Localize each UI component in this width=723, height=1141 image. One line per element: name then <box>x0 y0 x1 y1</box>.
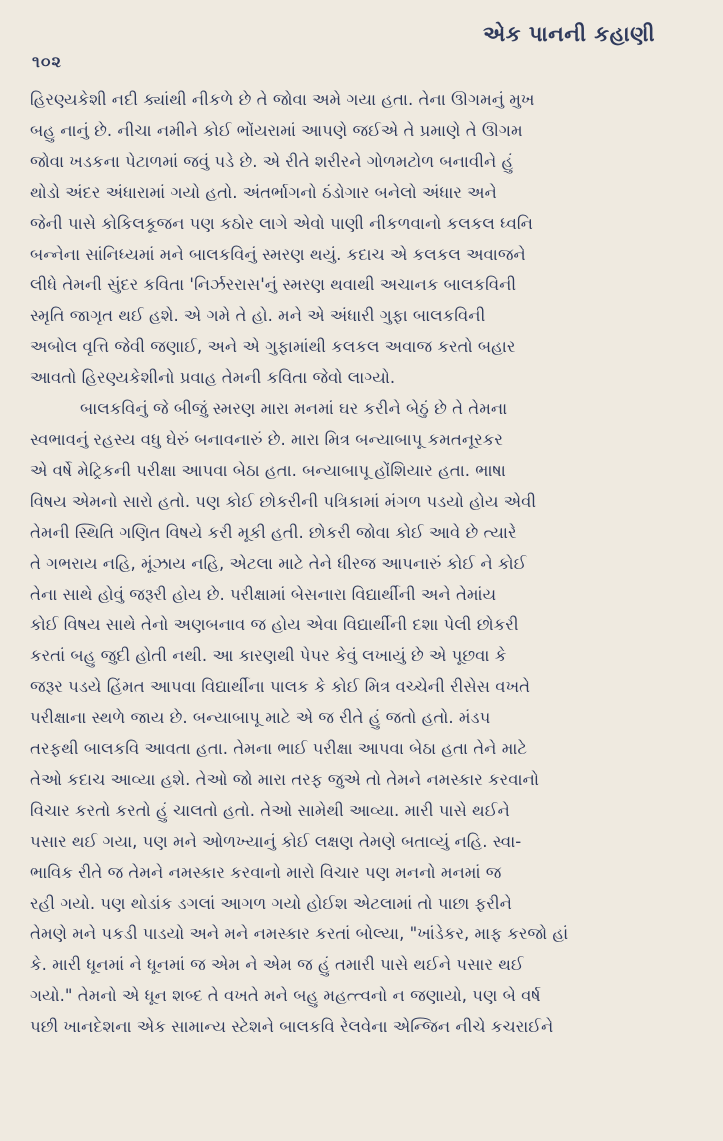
text-line: બન્નેના સાંનિધ્યમાં મને બાલકવિનું સ્મરણ થયું. કદાચ એ કલકલ અવાજને <box>30 244 526 264</box>
text-line: પછી ખાનદેશના એક સામાન્ય સ્ટેશને બાલકવિ રેલવેના એન્જિન નીચે કચરાઈને <box>30 1017 554 1037</box>
text-line: અબોલ વૃત્તિ જેવી જણાઈ, અને એ ગુફામાંથી કલકલ અવાજ કરતો બહાર <box>30 337 516 357</box>
text-line: થોડો અંદર અંધારામાં ગયો હતો. અંતર્ભાગનો ઠંડોગાર બનેલો અંધાર અને <box>30 182 497 202</box>
text-line: કે. મારી ધૂનમાં ને ધૂનમાં જ એમ ને એમ જ હું તમારી પાસે થઈને પસાર થઈ <box>30 955 524 975</box>
text-line: કોઈ વિષય સાથે તેનો અણબનાવ જ હોય એવા વિદ્યાર્થીની દશા પેલી છોકરી <box>30 615 519 635</box>
paragraph-2 <box>30 394 686 1043</box>
text-line: કરતાં બહુ જુદી હોતી નથી. આ કારણથી પેપર કેવું લખાયું છે એ પૂછવા કે <box>30 646 507 666</box>
text-line: ગયો." તેમનો એ ધૂન શબ્દ તે વખતે મને બહુ મહત્ત્વનો ન જણાયો, પણ બે વર્ષ <box>30 986 541 1006</box>
text-line: જેની પાસે કોકિલકૂજન પણ કઠોર લાગે એવો પાણી નીકળવાનો કલકલ ધ્વનિ <box>30 213 533 233</box>
text-line: બાલકવિનું જે બીજું સ્મરણ મારા મનમાં ઘર કરીને બેઠું છે તે તેમના <box>80 399 508 419</box>
text-line: તેના સાથે હોવું જરૂરી હોય છે. પરીક્ષામાં બેસનારા વિદ્યાર્થીની અને તેમાંય <box>30 584 497 604</box>
running-head-title: એક પાનની કહાણી <box>483 22 655 46</box>
page-number: ૧૦૨ <box>32 52 62 71</box>
body-text <box>30 85 686 1043</box>
text-line: તેમની સ્થિતિ ગણિત વિષયે કરી મૂકી હતી. છોકરી જોવા કોઈ આવે છે ત્યારે <box>30 522 517 542</box>
text-line: તે ગભરાય નહિ, મૂંઝાય નહિ, એટલા માટે તેને ધીરજ આપનારું કોઈ ને કોઈ <box>30 553 527 573</box>
text-line: વિચાર કરતો કરતો હું ચાલતો હતો. તેઓ સામેથી આવ્યા. મારી પાસે થઈને <box>30 800 510 820</box>
text-line: તેઓ કદાચ આવ્યા હશે. તેઓ જો મારા તરફ જુએ તો તેમને નમસ્કાર કરવાનો <box>30 769 539 789</box>
text-line: તેમણે મને પકડી પાડયો અને મને નમસ્કાર કરતાં બોલ્યા, "ખાંડેકર, માફ કરજો હાં <box>30 924 569 944</box>
text-line: પરીક્ષાના સ્થળે જાય છે. બન્યાબાપૂ માટે એ જ રીતે હું જતો હતો. મંડપ <box>30 708 491 728</box>
text-line: સ્મૃતિ જાગૃત થઈ હશે. એ ગમે તે હો. મને એ અંધારી ગુફા બાલકવિની <box>30 306 486 326</box>
paragraph-1 <box>30 85 686 394</box>
text-line: ભાવિક રીતે જ તેમને નમસ્કાર કરવાનો મારો વિચાર પણ મનનો મનમાં જ <box>30 862 502 882</box>
text-line: વિષય એમનો સારો હતો. પણ કોઈ છોકરીની પત્રિકામાં મંગળ પડયો હોય એવી <box>30 491 537 511</box>
text-line: જરૂર પડયે હિંમત આપવા વિદ્યાર્થીના પાલક કે કોઈ મિત્ર વચ્ચેની રીસેસ વખતે <box>30 677 531 697</box>
text-line: સ્વભાવનું રહસ્ય વધુ ઘેરું બનાવનારું છે. મારા મિત્ર બન્યાબાપૂ કમતનૂરકર <box>30 429 503 449</box>
text-line: બહુ નાનું છે. નીચા નમીને કોઈ ભોંયરામાં આપણે જઈએ તે પ્રમાણે તે ઊગમ <box>30 120 523 140</box>
text-line: જોવા ખડકના પેટાળમાં જવું પડે છે. એ રીતે શરીરને ગોળમટોળ બનાવીને હું <box>30 151 514 171</box>
text-line: પસાર થઈ ગયા, પણ મને ઓળખ્યાનું કોઈ લક્ષણ તેમણે બતાવ્યું નહિ. સ્વા- <box>30 831 522 851</box>
text-line: રહી ગયો. પણ થોડાંક ડગલાં આગળ ગયો હોઈશ એટલામાં તો પાછા ફરીને <box>30 893 512 913</box>
text-line: તરફથી બાલકવિ આવતા હતા. તેમના ભાઈ પરીક્ષા આપવા બેઠા હતા તેને માટે <box>30 739 527 759</box>
text-line: લીધે તેમની સુંદર કવિતા 'નિર્ઝરરાસ'નું સ્મરણ થવાથી અચાનક બાલકવિની <box>30 275 517 295</box>
text-line: હિરણ્યકેશી નદી ક્યાંથી નીકળે છે તે જોવા અમે ગયા હતા. તેના ઊગમનું મુખ <box>30 90 535 109</box>
text-line: આવતો હિરણ્યકેશીનો પ્રવાહ તેમની કવિતા જેવો લાગ્યો. <box>30 368 396 388</box>
text-line: એ વર્ષે મેટ્રિકની પરીક્ષા આપવા બેઠા હતા. બન્યાબાપૂ હોંશિયાર હતા. ભાષા <box>30 460 506 480</box>
